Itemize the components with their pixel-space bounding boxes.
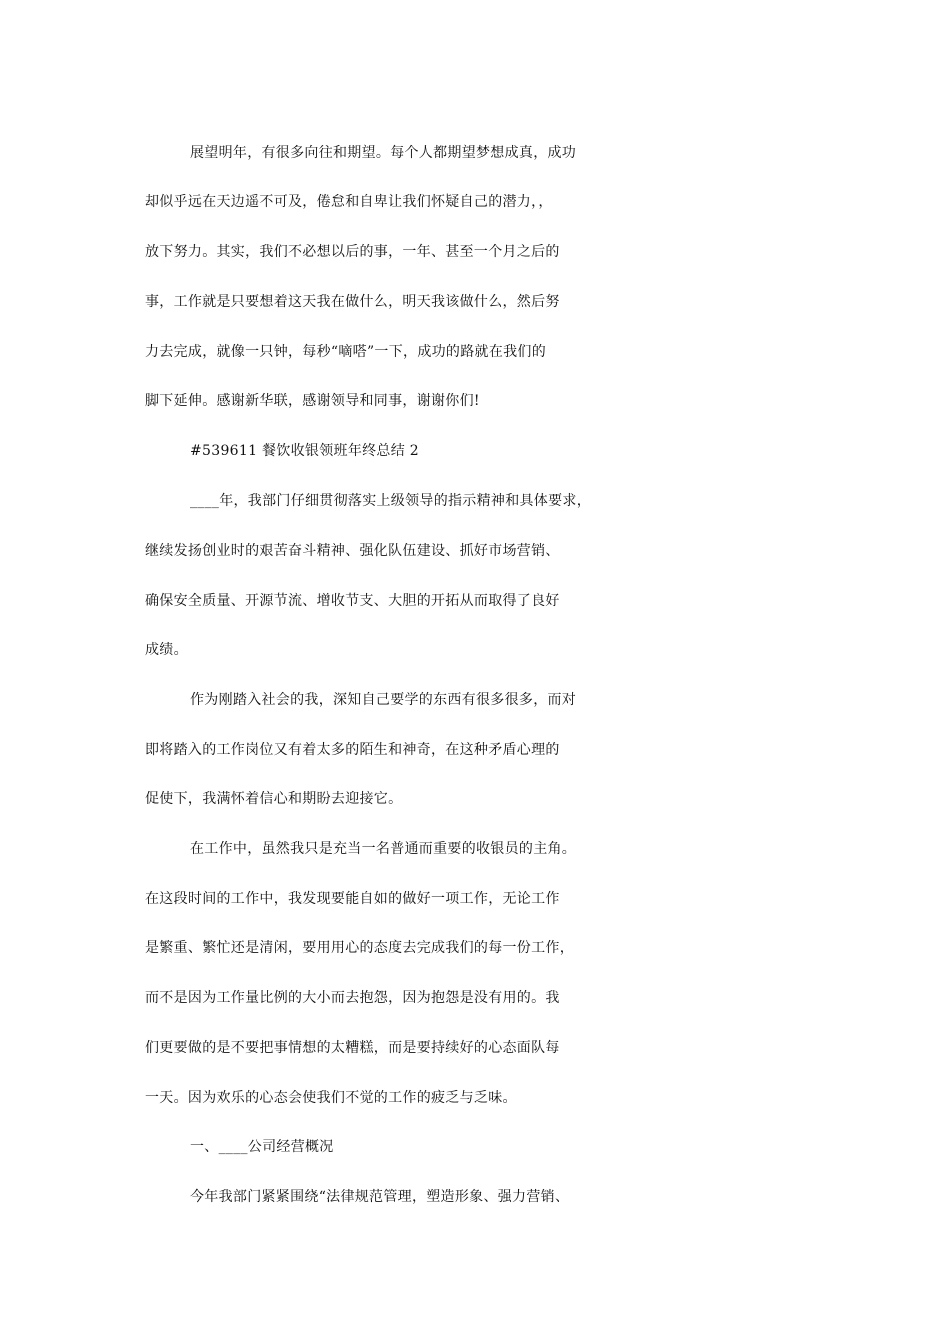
paragraph-line: 确保安全质量、开源节流、增收节支、大胆的开拓从而取得了良好 bbox=[145, 593, 560, 609]
paragraph-line: 一天。因为欢乐的心态会使我们不觉的工作的疲乏与乏味。 bbox=[145, 1090, 517, 1106]
paragraph-line: 在工作中，虽然我只是充当一名普通而重要的收银员的主角。 bbox=[190, 841, 577, 857]
paragraph-line: 继续发扬创业时的艰苦奋斗精神、强化队伍建设、抓好市场营销、 bbox=[145, 543, 560, 559]
paragraph-line: 力去完成，就像一只钟，每秒“嘀嗒”一下，成功的路就在我们的 bbox=[145, 344, 547, 360]
paragraph-line: 即将踏入的工作岗位又有着太多的陌生和神奇，在这种矛盾心理的 bbox=[145, 742, 560, 758]
paragraph-line: 事，工作就是只要想着这天我在做什么，明天我该做什么，然后努 bbox=[145, 294, 560, 310]
paragraph-line: 们更要做的是不要把事情想的太糟糕，而是要持续好的心态面队每 bbox=[145, 1040, 560, 1056]
paragraph-line: 展望明年，有很多向往和期望。每个人都期望梦想成真，成功 bbox=[190, 145, 577, 161]
paragraph-line: 脚下延伸。感谢新华联，感谢领导和同事，谢谢你们! bbox=[145, 393, 480, 409]
paragraph-line: 是繁重、繁忙还是清闲，要用用心的态度去完成我们的每一份工作， bbox=[145, 940, 574, 956]
paragraph-line: 作为刚踏入社会的我，深知自己要学的东西有很多很多，而对 bbox=[190, 692, 577, 708]
paragraph-line: 放下努力。其实，我们不必想以后的事，一年、甚至一个月之后的 bbox=[145, 244, 560, 260]
paragraph-line: 而不是因为工作量比例的大小而去抱怨，因为抱怨是没有用的。我 bbox=[145, 990, 560, 1006]
paragraph-line: 在这段时间的工作中，我发现要能自如的做好一项工作，无论工作 bbox=[145, 891, 560, 907]
paragraph-line: ____年，我部门仔细贯彻落实上级领导的指示精神和具体要求， bbox=[190, 493, 591, 509]
section-heading: 一、____公司经营概况 bbox=[190, 1139, 334, 1155]
paragraph-line: 今年我部门紧紧围绕“法律规范管理，塑造形象、强力营销、 bbox=[190, 1189, 570, 1205]
paragraph-line: 促使下，我满怀着信心和期盼去迎接它。 bbox=[145, 791, 403, 807]
section-heading: #539611 餐饮收银领班年终总结 2 bbox=[190, 443, 419, 459]
paragraph-line: 成绩。 bbox=[145, 642, 188, 658]
paragraph-line: 却似乎远在天边遥不可及，倦怠和自卑让我们怀疑自己的潜力，， bbox=[145, 194, 553, 210]
